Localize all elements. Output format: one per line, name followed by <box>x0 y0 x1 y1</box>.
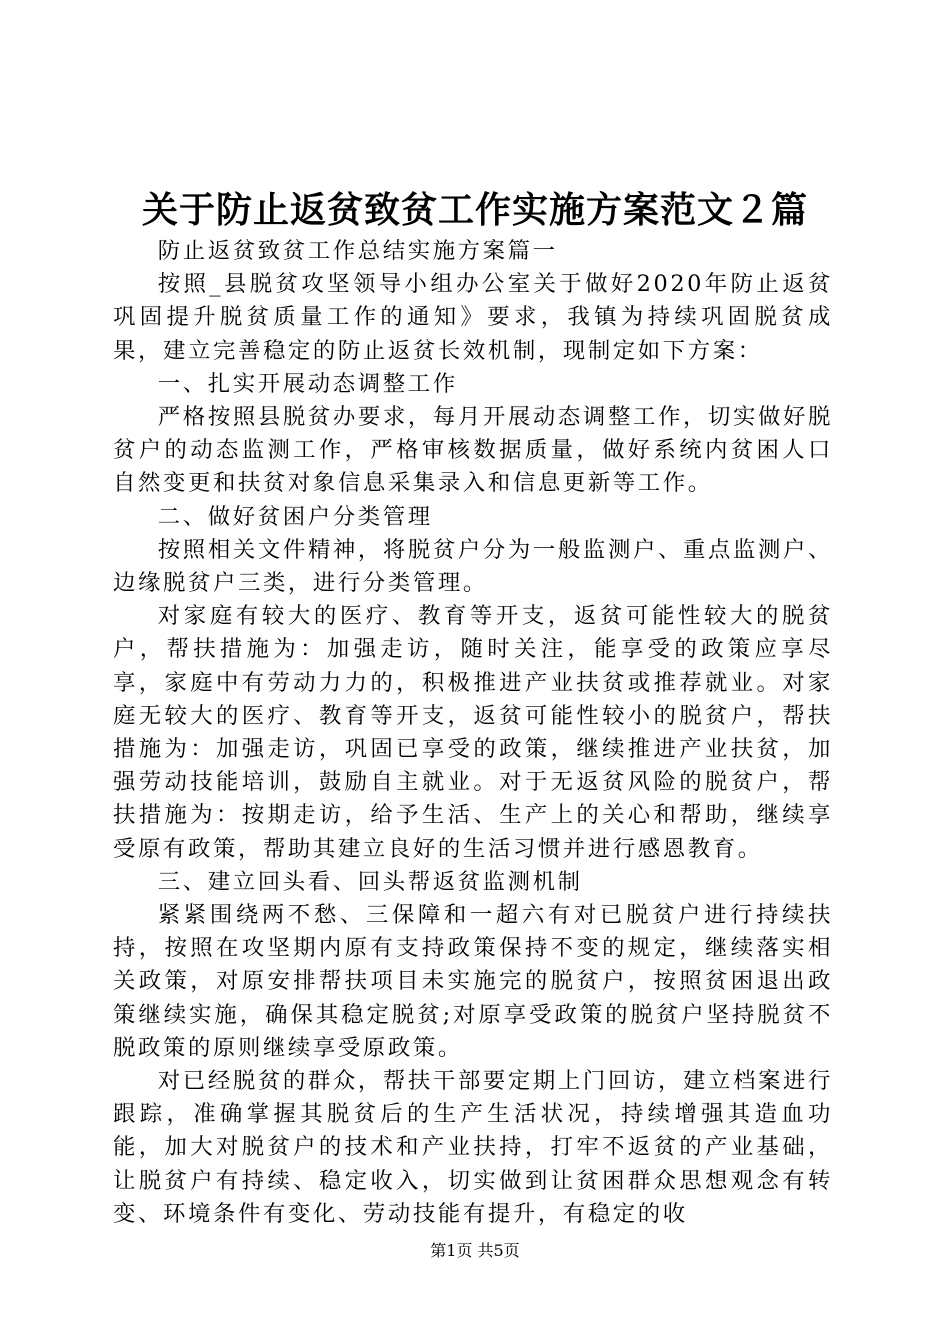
section-heading: 三、建立回头看、回头帮返贫监测机制 <box>157 868 583 895</box>
page-number: 第1页 共5页 <box>430 1241 520 1260</box>
document-title: 关于防止返贫致贫工作实施方案范文２篇 <box>141 189 808 231</box>
paragraph: 对家庭有较大的医疗、教育等开支，返贫可能性较大的脱贫户，帮扶措施为：加强走访，随时关注，能享受的政策应享尽享，家庭中有劳动力力的，积极推进产业扶贫或推荐就业。对家庭无较大的医疗、教育等开支，返贫可能性较小的脱贫户，帮扶措施为：加强走访，巩固已享受的政策，继续推进产业扶贫，加强劳动技能培训，鼓励自主就业。对于无返贫风险的脱贫户，帮扶措施为：按期走访，给予生活、生产上的关心和帮助，继续享受原有政策，帮助其建立良好的生活习惯并进行感恩教育。 <box>113 603 833 862</box>
paragraph: 紧紧围绕两不愁、三保障和一超六有对已脱贫户进行持续扶持，按照在攻坚期内原有支持政策保持不变的规定，继续落实相关政策，对原安排帮扶项目未实施完的脱贫户，按照贫困退出政策继续实施，确保其稳定脱贫;对原享受政策的脱贫户坚持脱贫不脱政策的原则继续享受原政策。 <box>113 902 833 1061</box>
paragraph: 按照相关文件精神，将脱贫户分为一般监测户、重点监测户、边缘脱贫户三类，进行分类管理。 <box>113 536 833 597</box>
paragraph: 严格按照县脱贫办要求，每月开展动态调整工作，切实做好脱贫户的动态监测工作，严格审核数据质量，做好系统内贫困人口自然变更和扶贫对象信息采集录入和信息更新等工作。 <box>113 404 833 497</box>
paragraph: 按照_县脱贫攻坚领导小组办公室关于做好2020年防止返贫巩固提升脱贫质量工作的通知》要求，我镇为持续巩固脱贫成果，建立完善稳定的防止返贫长效机制，现制定如下方案： <box>113 271 833 364</box>
document-body <box>113 235 833 1231</box>
document-subtitle: 防止返贫致贫工作总结实施方案篇一 <box>157 238 558 264</box>
section-heading: 一、扎实开展动态调整工作 <box>157 370 458 397</box>
section-heading: 二、做好贫困户分类管理 <box>157 503 433 530</box>
paragraph: 对已经脱贫的群众，帮扶干部要定期上门回访，建立档案进行跟踪，准确掌握其脱贫后的生产生活状况，持续增强其造血功能，加大对脱贫户的技术和产业扶持，打牢不返贫的产业基础，让脱贫户有持续、稳定收入，切实做到让贫困群众思想观念有转变、环境条件有变化、劳动技能有提升，有稳定的收 <box>113 1068 833 1227</box>
